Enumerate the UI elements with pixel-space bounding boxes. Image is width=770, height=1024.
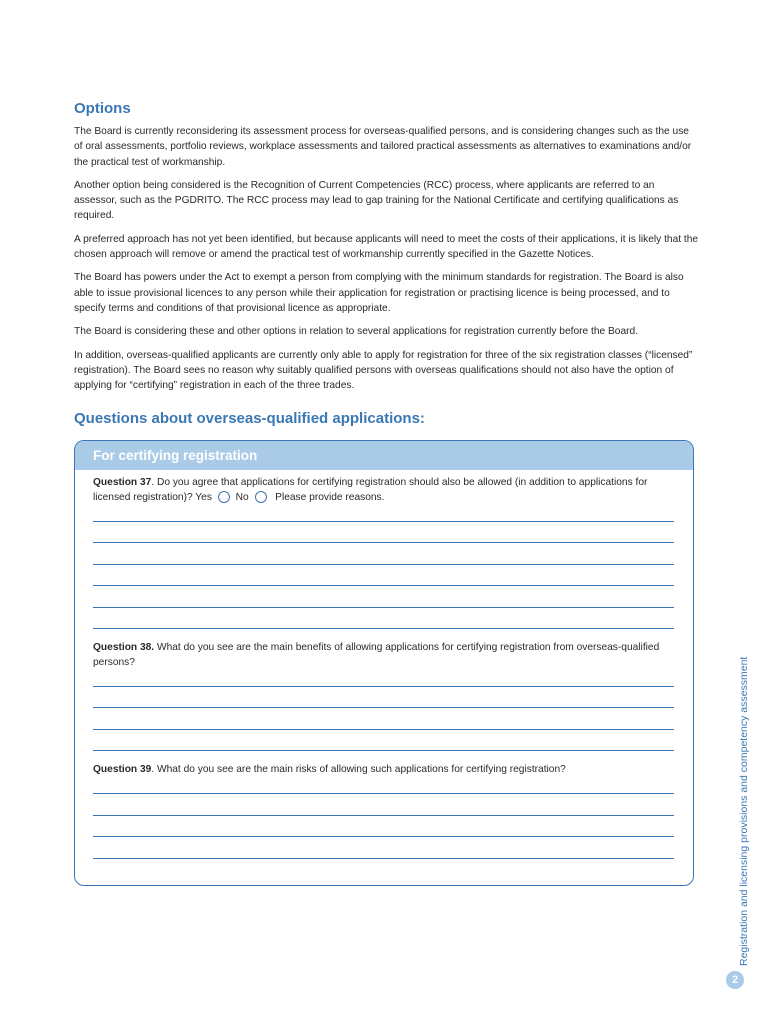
- questions-heading: Questions about overseas-qualified applications:: [74, 410, 425, 428]
- yes-radio[interactable]: [218, 491, 230, 503]
- answer-line-39-4[interactable]: [93, 858, 674, 859]
- question-39: [93, 762, 683, 777]
- paragraph: Another option being considered is the Recognition of Current Competencies (RCC) process, where applicants are referred to an assessor, such as the PGDRITO. The RCC process may lead to gap training for the National Certificate and certifying qualifications as required.: [74, 179, 679, 222]
- paragraph: The Board is considering these and other options in relation to several applications for registration currently before the Board.: [74, 326, 639, 338]
- no-label: No: [235, 492, 249, 503]
- answer-line-39-2[interactable]: [93, 815, 674, 816]
- options-section: [74, 100, 700, 427]
- answer-line-38-4[interactable]: [93, 750, 674, 751]
- answer-line-37-1[interactable]: [93, 521, 674, 522]
- reasons-label: Please provide reasons.: [275, 492, 385, 503]
- answer-line-39-3[interactable]: [93, 836, 674, 837]
- paragraph: A preferred approach has not yet been identified, but because applicants will need to meet the costs of their applications, it is likely that the chosen approach will remove or amend the practical test of workmanship currently specified in the Gazette Notices.: [74, 233, 699, 261]
- sidebar-section-title: Registration and licensing provisions and competency assessment: [738, 656, 750, 966]
- question-38: [93, 640, 683, 670]
- questions-box: [74, 440, 694, 886]
- answer-line-37-6[interactable]: [93, 628, 674, 629]
- options-heading: Options: [74, 100, 131, 117]
- question-39-label: Question 39: [93, 764, 152, 775]
- question-37-text: . Do you agree that applications for certifying registration should also be allowed (in addition to applications for licensed registration)? Yes: [93, 477, 648, 503]
- paragraph: The Board has powers under the Act to exempt a person from complying with the minimum standards for registration. The Board is also able to issue provisional licences to any person while their application for registration or practising licence is being processed, and to specify terms and conditions of that provisional licence as appropriate.: [74, 272, 684, 314]
- box-title: For certifying registration: [75, 441, 693, 470]
- question-38-text: What do you see are the main benefits of allowing applications for certifying registration from overseas-qualified persons?: [93, 642, 660, 668]
- question-37-label: Question 37: [93, 477, 152, 488]
- answer-line-37-3[interactable]: [93, 564, 674, 565]
- answer-line-38-3[interactable]: [93, 729, 674, 730]
- paragraph: In addition, overseas-qualified applicants are currently only able to apply for registration for three of the six registration classes (“licensed” registration). The Board sees no reason why suitably qualified persons with overseas qualifications should not also have the option of applying for “certifying” registration in each of the three trades.: [74, 349, 693, 392]
- answer-line-38-2[interactable]: [93, 707, 674, 708]
- answer-line-37-2[interactable]: [93, 542, 674, 543]
- question-38-label: Question 38.: [93, 642, 155, 653]
- page-number-badge: 2: [726, 971, 744, 989]
- answer-line-37-5[interactable]: [93, 607, 674, 608]
- question-39-text: . What do you see are the main risks of allowing such applications for certifying registration?: [151, 764, 566, 775]
- answer-line-37-4[interactable]: [93, 585, 674, 586]
- paragraph: The Board is currently reconsidering its assessment process for overseas-qualified persons, and is considering changes such as the use of oral assessments, portfolio reviews, workplace assessments and tailored practical assessments as alternatives to examinations and/or the practical test of workmanship.: [74, 126, 692, 168]
- answer-line-39-1[interactable]: [93, 793, 674, 794]
- question-37: [93, 475, 683, 505]
- no-radio[interactable]: [255, 491, 267, 503]
- answer-line-38-1[interactable]: [93, 686, 674, 687]
